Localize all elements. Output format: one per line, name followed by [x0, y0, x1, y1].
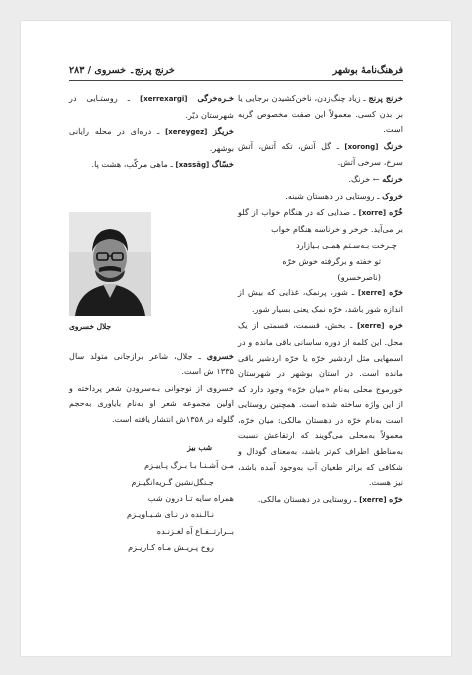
poem-line: بــرارتــفـاع آه لغـزنـده [156, 525, 234, 536]
poem-title: شب بیز [187, 442, 212, 452]
right-column [238, 91, 403, 509]
biography-text: خسروی از نوجوانی بـه‌سرودن شعر پرداخته و اولین مجموعه شعر او به‌نام بایاوری به‌حجم گلوله در ۱۳۵۸ش انتشار یافته است. [69, 382, 234, 424]
definition: ـ گل آتش، تکه آتش، آتش سرخ، سرخی آتش. [238, 140, 403, 168]
transliteration: [xereygez] [165, 128, 208, 137]
headword: خرنگه [382, 173, 403, 184]
definition: ـ زیاد چنگ‌زدن، ناخن‌کشیدن برجایی یا بر بدن کسی. معمولاً این صفت مخصوص گربه است. [238, 93, 403, 135]
transliteration: [xerre] [357, 322, 385, 331]
poem-line: نـالـنده در نـای شـبـاویـزم [127, 509, 214, 520]
dictionary-entry [238, 139, 403, 171]
verse-source: (ناصرخسرو) [337, 271, 381, 282]
dictionary-entry [69, 124, 234, 156]
verse-line: چـرخت بـه‌سـتم همـی بـیازارد [296, 240, 397, 251]
poem-line: همراه سایه تـا درون شب [147, 492, 234, 503]
book-title: فرهنگ‌نامهٔ بوشهر [332, 65, 403, 76]
definition: ـ صدایی که در هنگام خواب از گلو بر می‌آید. خرخر و خرناسه هنگام خواب [238, 207, 403, 234]
poem-line: مـن آشـنـا بـا بـرگ پـاییـزم [144, 460, 234, 471]
definition: ـ روستایی در دهستان مالکی. [257, 493, 360, 504]
dictionary-entry [238, 492, 403, 509]
definition: ـ جلال، شاعر برازجانی متولد سال ۱۳۳۵ ش است. [69, 350, 234, 377]
portrait-image [69, 212, 151, 316]
headword: خسروی [206, 350, 234, 361]
poem-line: جـنگل‌نشین گـریه‌انگیـزم [131, 476, 214, 487]
running-head: خرنج پرنج۔ خسروی / ۲۸۳ [69, 65, 175, 76]
headword: خروک [382, 190, 403, 201]
transliteration: [xorong] [344, 142, 379, 151]
page-header [69, 59, 403, 81]
headword: خـره‌خرگی [197, 93, 235, 103]
dictionary-entry [238, 91, 403, 138]
transliteration: [xorre] [358, 209, 387, 218]
transliteration: [xerre] [359, 495, 387, 504]
dictionary-entry [69, 349, 234, 380]
headword: خرّه [389, 287, 404, 298]
dictionary-entry [69, 157, 234, 174]
definition: ـ بخش، قسمت، قسمتی از یک محل. این کلمه از دوره ساسانی باقی مانده و در اسمهایی مثل اردشیر خرّه یا خرّه اردشیر باقی مانده است. در استان بوشهر در شهرستان خورموج محلی به‌نام «میان خرّه» وجود دارد که از این واژه ساخته شده است. همچنین روستایی است به‌نام خرّه در دهستان مالکی: میان خرّه، معمولاً به‌محلی می‌گویند که ارتفاعش نسبت به‌مناطق اطراف کم‌تر باشد، به‌معنای گودال و شکافی که براثر طغیان آب به‌وجود آمده باشد، نیز هست. [238, 320, 403, 488]
headword: خُرّه [389, 207, 403, 218]
left-column [69, 91, 234, 556]
headword: خرنگ [383, 140, 403, 151]
poem-line: روح پـریـش مـاه کـاریـزم [128, 542, 214, 553]
headword: خریگز [213, 126, 234, 137]
photo-caption: جلال خسروی [69, 321, 112, 331]
definition: ← خرنگ. [348, 173, 383, 184]
definition: ـ شور، پرنمک، غذایی که بیش از اندازه شور باشد، خرّه نمک یعنی بسیار شور. [238, 287, 403, 314]
transliteration: [xerrexargi] [140, 95, 188, 103]
headword: خرنج پرنج [368, 93, 404, 103]
verse-line: تو خفته و برگرفته خوش خرّه [282, 255, 381, 266]
definition: ـ درەای در محله رایانی بوشهر. [69, 126, 234, 153]
dictionary-entry [238, 205, 403, 237]
dictionary-entry [69, 91, 234, 123]
headword: خسّاگ [211, 159, 234, 170]
headword: خرّه [389, 493, 403, 504]
definition: ـ روستـایی در شهرستان دیّر. [69, 93, 234, 120]
dictionary-entry [238, 189, 403, 205]
dictionary-entry [238, 285, 403, 317]
definition: ـ روستایی در دهستان شبنه. [285, 190, 383, 201]
portrait-photo [69, 212, 151, 316]
dictionary-entry [238, 172, 403, 188]
definition: ـ ماهی مرکّب، هشت پا. [91, 159, 176, 170]
transliteration: [xerre] [358, 289, 386, 298]
headword: خره [389, 320, 403, 331]
book-page [20, 20, 452, 657]
dictionary-entry [238, 318, 403, 491]
transliteration: [xassāg] [175, 161, 210, 170]
